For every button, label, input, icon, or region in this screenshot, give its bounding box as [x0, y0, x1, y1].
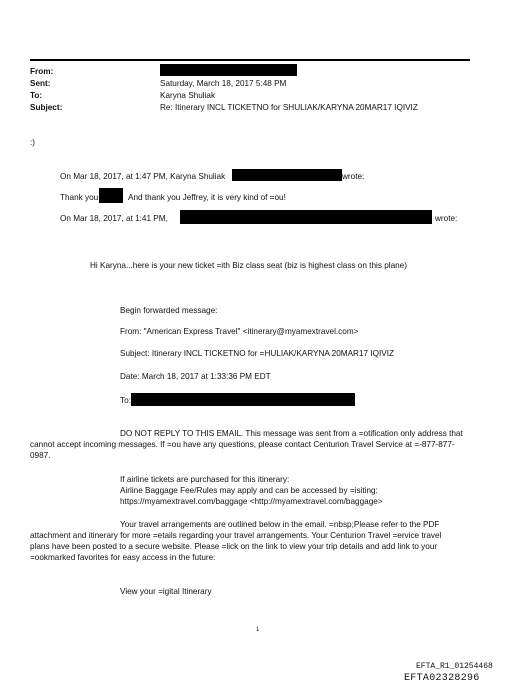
donotreply-line-2: cannot accept incoming messages. If =ou have any questions, please contact Centurion Travel Service at =-877-877- — [30, 440, 455, 449]
hi-line: Hi Karyna...here is your new ticket =ith Biz class seat (biz is highest class on this plane) — [90, 261, 407, 270]
view-itinerary-line: View your =igital Itinerary — [120, 587, 212, 596]
quote2-prefix: On Mar 18, 2017, at 1:41 PM, — [60, 214, 168, 223]
sent-label: Sent: — [30, 79, 51, 88]
from-label: From: — [30, 67, 54, 76]
page-number: 1 — [256, 627, 260, 633]
redacted-quote2-sender — [180, 210, 432, 224]
redacted-quote1-email — [232, 169, 342, 181]
subject-label: Subject: — [30, 103, 63, 112]
donotreply-line-3: 0987. — [30, 451, 51, 460]
quote2-suffix: wrote: — [435, 214, 458, 223]
quote1-suffix: wrote: — [342, 172, 365, 181]
smiley-text: :) — [30, 138, 36, 147]
redacted-thanks-name — [99, 188, 123, 203]
arrangements-line-3: plans have been posted to a secure website. Please =lick on the link to view your trip details and add link to your — [30, 542, 438, 551]
forward-date: Date: March 18, 2017 at 1:33:36 PM EDT — [120, 372, 271, 381]
airline-line-1: If airline tickets are purchased for this itinerary: — [120, 475, 290, 484]
efta-small-id: EFTA_R1_01254468 — [416, 662, 493, 671]
airline-line-3: https://myamextravel.com/baggage <http://myamextravel.com/baggage> — [120, 497, 383, 506]
arrangements-line-1: Your travel arrangements are outlined below in the email. =nbsp;Please refer to the PDF — [120, 520, 440, 529]
arrangements-line-4: =ookmarked favorites for easy access in the future: — [30, 553, 216, 562]
forward-from: From: "American Express Travel" <itinerary@myamextravel.com> — [120, 327, 359, 336]
donotreply-line-1: DO NOT REPLY TO THIS EMAIL. This message was sent from a =otification only address that — [120, 429, 463, 438]
forward-to-label: To: — [120, 396, 131, 405]
thanks-suffix: And thank you Jeffrey, it is very kind of =ou! — [128, 193, 286, 202]
redacted-forward-to — [131, 393, 355, 406]
subject-value: Re: Itinerary INCL TICKETNO for SHULIAK/KARYNA 20MAR17 IQIVIZ — [160, 103, 418, 112]
thanks-prefix: Thank you — [60, 193, 99, 202]
header-rule — [30, 59, 470, 61]
forward-begin: Begin forwarded message: — [120, 306, 218, 315]
redacted-from — [160, 64, 297, 76]
efta-large-id: EFTA02328296 — [404, 673, 480, 684]
sent-value: Saturday, March 18, 2017 5:48 PM — [160, 79, 287, 88]
to-label: To: — [30, 91, 43, 100]
airline-line-2: Airline Baggage Fee/Rules may apply and can be accessed by =isiting: — [120, 486, 378, 495]
quote1-prefix: On Mar 18, 2017, at 1:47 PM, Karyna Shuliak — [60, 172, 226, 181]
to-value: Karyna Shuliak — [160, 91, 216, 100]
forward-subject: Subject: Itinerary INCL TICKETNO for =HULIAK/KARYNA 20MAR17 IQIVIZ — [120, 349, 394, 358]
arrangements-line-2: attachment and itinerary for more =etails regarding your travel arrangements. Your Centurion Travel =ervice travel — [30, 531, 442, 540]
